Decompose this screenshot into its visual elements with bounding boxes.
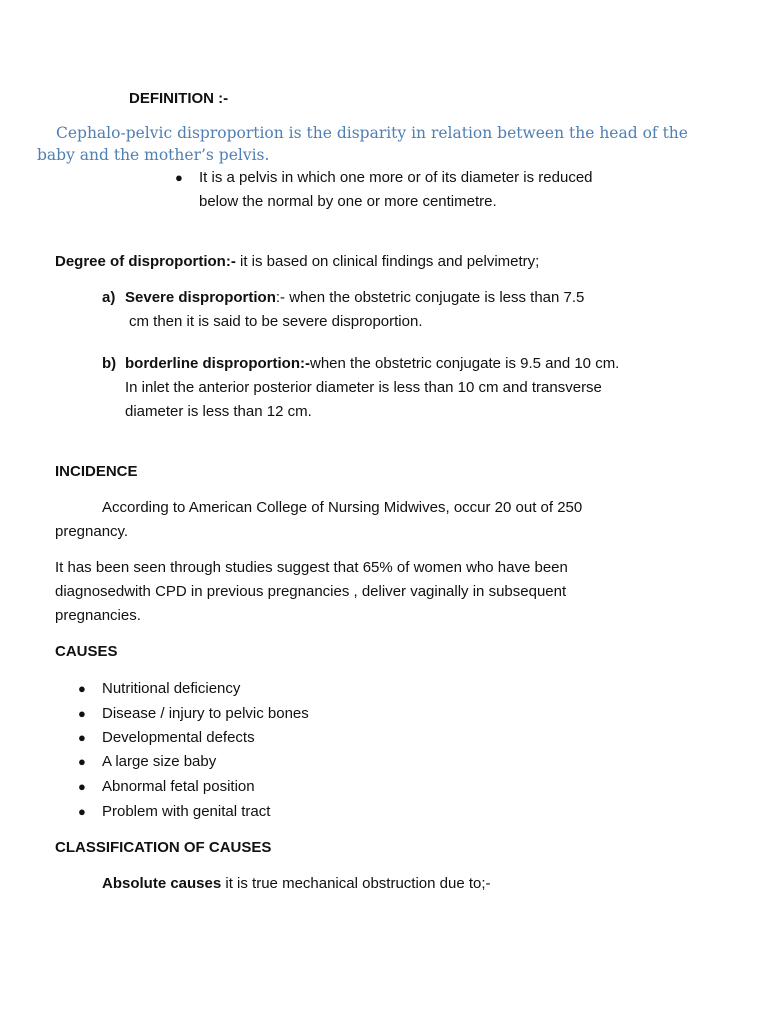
degree-text: it is based on clinical findings and pelvimetry;	[235, 253, 540, 270]
cause-item: Problem with genital tract	[102, 803, 271, 820]
absolute-causes-line	[102, 874, 491, 894]
causes-heading: CAUSES	[55, 643, 118, 660]
bullet-icon: ●	[175, 170, 183, 185]
cause-item: Nutritional deficiency	[102, 680, 241, 697]
degree-line	[55, 252, 539, 272]
incidence-p2-line-2: diagnosedwith CPD in previous pregnancies , deliver vaginally in subsequent	[55, 583, 567, 600]
degree-a-label: Severe disproportion	[125, 289, 276, 306]
bullet-icon: ●	[78, 706, 86, 721]
bullet-icon: ●	[78, 730, 86, 745]
definition-paragraph-line-2: baby and the mother’s pelvis.	[37, 146, 270, 164]
cause-item: A large size baby	[102, 753, 217, 770]
degree-a-line-1	[125, 288, 584, 308]
degree-b-marker: b)	[102, 355, 117, 372]
degree-b-text: when the obstetric conjugate is 9.5 and 10 cm.	[310, 355, 620, 372]
bullet-icon: ●	[78, 754, 86, 769]
absolute-causes-text: it is true mechanical obstruction due to;-	[221, 875, 491, 892]
degree-b-label: borderline disproportion:-	[125, 355, 310, 372]
incidence-p1-line-1: According to American College of Nursing Midwives, occur 20 out of 250	[102, 499, 583, 516]
definition-bullet-line-1: It is a pelvis in which one more or of its diameter is reduced	[199, 169, 593, 186]
definition-heading: DEFINITION :-	[129, 90, 229, 107]
definition-paragraph-line-1: Cephalo-pelvic disproportion is the disparity in relation between the head of the	[56, 124, 688, 142]
absolute-causes-label: Absolute causes	[102, 875, 222, 892]
incidence-p1-line-2: pregnancy.	[55, 523, 129, 540]
degree-a-marker: a)	[102, 289, 116, 306]
degree-b-line-3: diameter is less than 12 cm.	[125, 403, 312, 420]
degree-label: Degree of disproportion:-	[55, 253, 236, 270]
incidence-p2-line-1: It has been seen through studies suggest that 65% of women who have been	[55, 559, 568, 576]
incidence-heading: INCIDENCE	[55, 463, 138, 480]
degree-a-text: :- when the obstetric conjugate is less than 7.5	[275, 289, 585, 306]
cause-item: Disease / injury to pelvic bones	[102, 705, 309, 722]
degree-b-line-1	[125, 354, 619, 374]
bullet-icon: ●	[78, 804, 86, 819]
definition-bullet-line-2: below the normal by one or more centimetre.	[199, 193, 497, 210]
bullet-icon: ●	[78, 681, 86, 696]
cause-item: Developmental defects	[102, 729, 255, 746]
degree-b-line-2: In inlet the anterior posterior diameter is less than 10 cm and transverse	[125, 379, 602, 396]
classification-heading: CLASSIFICATION OF CAUSES	[55, 839, 272, 856]
degree-a-line-2: cm then it is said to be severe disproportion.	[129, 313, 423, 330]
incidence-p2-line-3: pregnancies.	[55, 607, 141, 624]
bullet-icon: ●	[78, 779, 86, 794]
cause-item: Abnormal fetal position	[102, 778, 255, 795]
